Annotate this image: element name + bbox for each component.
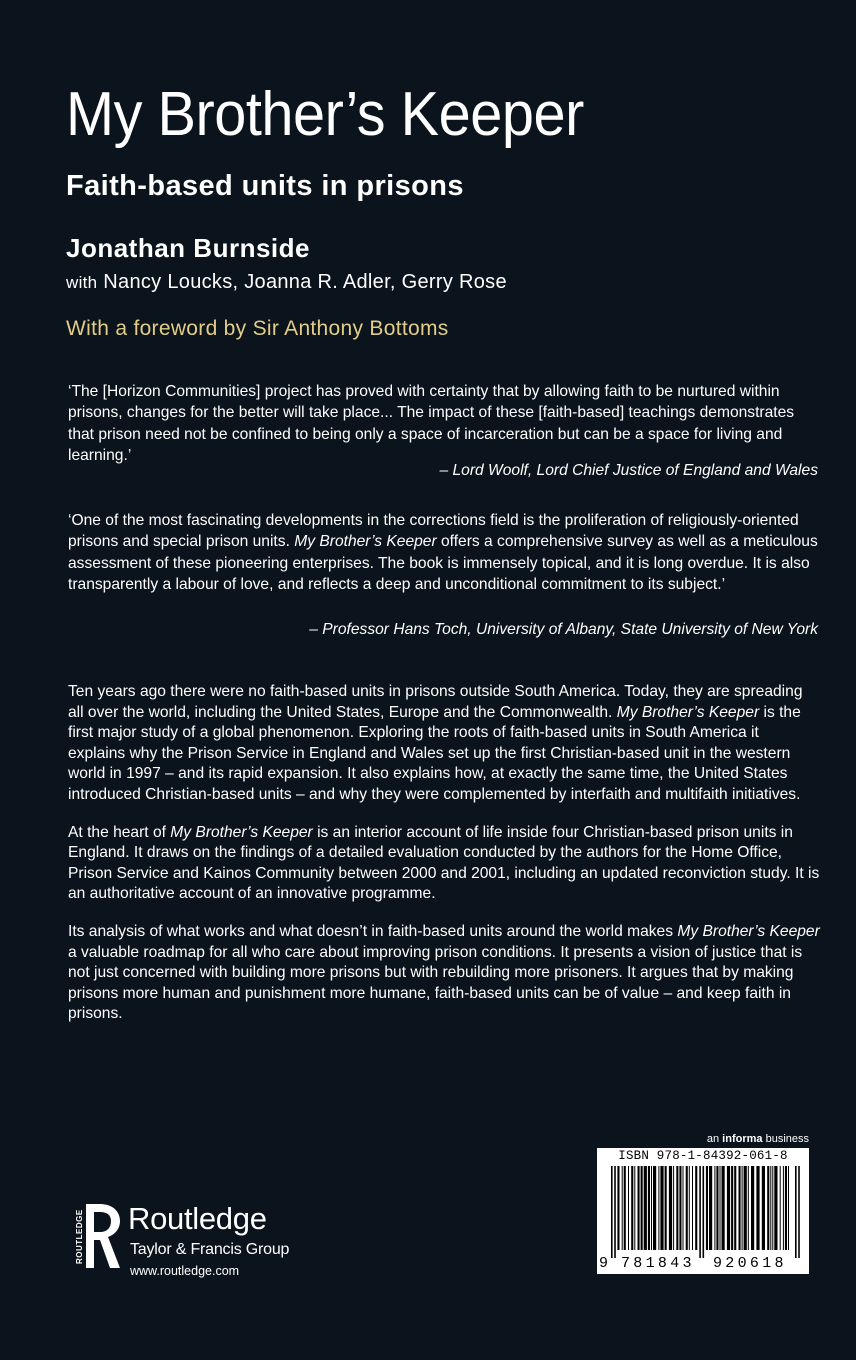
barcode-bar — [624, 1166, 626, 1250]
barcode-bar — [744, 1166, 747, 1250]
endorsement-attribution-toch: – Professor Hans Toch, University of Albany, State University of New York — [309, 621, 818, 638]
barcode-bar — [706, 1166, 708, 1250]
foreword-line: With a foreword by Sir Anthony Bottoms — [66, 317, 449, 340]
barcode-bar — [653, 1166, 656, 1250]
barcode-bar — [673, 1166, 674, 1250]
barcode-bar — [660, 1166, 663, 1250]
barcode-bar — [795, 1166, 797, 1258]
book-description — [68, 682, 820, 1042]
barcode-bar — [689, 1166, 690, 1250]
barcode-bar — [772, 1166, 773, 1250]
barcode-bar — [756, 1166, 759, 1250]
barcode-bar — [638, 1166, 640, 1250]
barcode-bar — [742, 1166, 743, 1250]
coauthors-names: Nancy Loucks, Joanna R. Adler, Gerry Rose — [103, 271, 507, 293]
barcode-bar — [709, 1166, 712, 1250]
book-title: My Brother’s Keeper — [66, 80, 584, 149]
barcode-bar — [731, 1166, 733, 1250]
barcode-bars — [597, 1164, 809, 1258]
barcode-bar — [739, 1166, 741, 1250]
barcode-bar — [683, 1166, 684, 1250]
barcode-bar — [611, 1166, 613, 1258]
barcode-bar — [614, 1166, 616, 1258]
routledge-vertical-text: ROUTLEDGE — [75, 1209, 84, 1265]
paragraph-text: Ten years ago there were no faith-based units in prisons outside South America. Today, they are spreading all over the world, including the United States, Europe and the Commonwealth. — [68, 683, 803, 721]
paragraph-text: a valuable roadmap for all who care about improving prison conditions. It presents a vision of justice that is not just concerned with building more prisons but with rebuilding more prisoners. It argues that by making prisons more human and punishment more humane, faith-based units can be of value – and keep faith in prisons. — [68, 943, 803, 1023]
barcode-bar — [762, 1166, 765, 1250]
barcode-bar — [788, 1166, 789, 1250]
isbn-barcode — [597, 1148, 809, 1274]
description-paragraph — [68, 682, 820, 806]
paragraph-text: is an interior account of life inside four Christian-based prison units in England. It draws on the findings of a detailed evaluation conducted by the authors for the Home Office, Prison Service and Kainos Community between 2000 and 2001, including an updated reconviction study. It is an authoritative account of an innovative programme. — [68, 823, 820, 903]
quote-text-part: ‘One of the most fascinating developments in the corrections field is the proliferation of religiously-oriented prisons and special prison units. — [68, 512, 799, 551]
publisher-url[interactable]: www.routledge.com — [130, 1264, 240, 1278]
barcode-first-digit: 9 — [599, 1255, 609, 1272]
barcode-bar — [686, 1166, 688, 1250]
barcode-bar — [751, 1166, 754, 1250]
barcode-bar — [641, 1166, 643, 1250]
informa-suffix: business — [765, 1133, 809, 1145]
barcode-bar — [780, 1166, 781, 1250]
endorsement-quote-woolf: ‘The [Horizon Communities] project has proved with certainty that by allowing faith to be nurtured within prisons, changes for the better will take place... The impact of these [faith-based] teachings demonstrates that prison need not be confined to being only a space of incarceration but can be a space for living and learning.’ — [68, 383, 795, 464]
barcode-right-digits: 920618 — [713, 1255, 787, 1272]
publisher-block — [72, 1200, 332, 1280]
barcode-bar — [631, 1166, 633, 1250]
paragraph-book-title: My Brother’s Keeper — [616, 703, 760, 721]
author-name: Jonathan Burnside — [66, 233, 310, 263]
quote-text-part: offers a comprehensive survey as well as a meticulous assessment of these pioneering enterprises. The book is immensely topical, and it is long overdue. It is also transparently a labour of love, and reflects a deep and unconditional commitment to its subject.’ — [68, 533, 818, 593]
quote-book-title-italic: My Brother’s Keeper — [294, 533, 437, 551]
publisher-group: Taylor & Francis Group — [130, 1241, 290, 1258]
barcode-bar — [692, 1166, 693, 1250]
description-paragraph — [68, 823, 820, 905]
barcode-bar — [658, 1166, 659, 1250]
barcode-bar — [748, 1166, 749, 1250]
barcode-bar — [665, 1166, 667, 1250]
barcode-bar — [628, 1166, 629, 1250]
endorsement-attribution-woolf: – Lord Woolf, Lord Chief Justice of England and Wales — [439, 462, 818, 479]
barcode-bar — [651, 1166, 652, 1250]
coauthors-prefix: with — [66, 273, 98, 292]
barcode-bar — [783, 1166, 784, 1250]
book-subtitle: Faith-based units in prisons — [66, 170, 464, 202]
barcode-bar — [714, 1166, 715, 1250]
paragraph-text: At the heart of — [68, 823, 171, 841]
isbn-number: ISBN 978-1-84392-061-8 — [618, 1149, 788, 1163]
description-paragraph — [68, 922, 820, 1025]
barcode-bar — [785, 1166, 787, 1250]
paragraph-text: is the first major study of a global phenomenon. Exploring the roots of faith-based units in South America it explains why the Prison Service in England and Wales set up the first Christian-based unit in the western world in 1997 – and its rapid expansion. It also explains how, at exactly the same time, the United States introduced Christian-based units – and why they were complemented by interfaith and multifaith initiatives. — [68, 703, 801, 803]
barcode-bar — [669, 1166, 672, 1250]
coauthors-line — [66, 272, 507, 292]
routledge-logo — [72, 1202, 122, 1268]
barcode-bar — [798, 1166, 800, 1258]
informa-prefix: an — [706, 1133, 720, 1145]
informa-brand: informa — [722, 1133, 763, 1145]
paragraph-book-title: My Brother’s Keeper — [677, 922, 820, 940]
endorsement-quote-toch — [68, 510, 820, 595]
paragraph-book-title: My Brother’s Keeper — [170, 823, 313, 841]
barcode-bar — [770, 1166, 771, 1250]
publisher-name: Routledge — [128, 1201, 267, 1236]
paragraph-text: Its analysis of what works and what doesn’t in faith-based units around the world makes — [68, 922, 678, 940]
barcode-bar — [679, 1166, 681, 1250]
barcode-bar — [695, 1166, 697, 1250]
barcode-bar — [644, 1166, 647, 1250]
informa-business-tagline — [707, 1134, 809, 1145]
barcode-bar — [617, 1166, 619, 1250]
barcode-bar — [699, 1166, 701, 1258]
barcode-bar — [676, 1166, 678, 1250]
barcode-bar — [622, 1166, 623, 1250]
barcode-bar — [767, 1166, 769, 1250]
barcode-bar — [720, 1166, 721, 1250]
barcode-bar — [734, 1166, 736, 1250]
barcode-bar — [774, 1166, 777, 1250]
barcode-bar — [648, 1166, 650, 1250]
barcode-left-digits: 781843 — [621, 1255, 695, 1272]
barcode-bar — [727, 1166, 730, 1250]
barcode-bar — [634, 1166, 635, 1250]
barcode-bar — [722, 1166, 725, 1250]
barcode-bar — [716, 1166, 718, 1250]
barcode-bar — [703, 1166, 705, 1258]
